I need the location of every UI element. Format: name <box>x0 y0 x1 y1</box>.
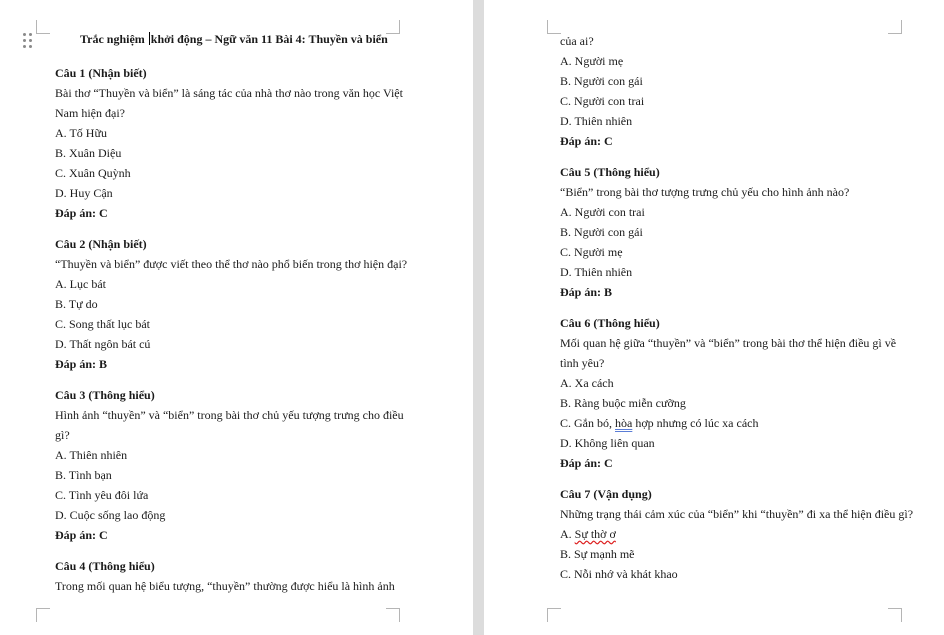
answer: Đáp án: C <box>560 134 613 148</box>
question-text: “Thuyền và biển” được viết theo thể thơ nào phổ biến trong thơ hiện đại? <box>55 257 408 271</box>
question-text: tình yêu? <box>560 356 605 370</box>
margin-corner-bottom-right <box>386 608 400 622</box>
option-c <box>560 413 910 433</box>
answer: Đáp án: B <box>55 357 108 371</box>
option-d: D. Thiên nhiên <box>560 265 633 279</box>
option-a-prefix: A. <box>560 527 575 541</box>
option-c: C. Nỗi nhớ và khát khao <box>560 567 678 581</box>
question-title: Câu 1 (Nhận biết) <box>55 66 147 80</box>
title-text-start: Trắc nghiệm <box>80 32 148 46</box>
option-b: B. Người con gái <box>560 74 643 88</box>
left-page-content <box>55 63 415 596</box>
option-c: C. Xuân Quỳnh <box>55 166 131 180</box>
question-text: Hình ảnh “thuyền” và “biển” trong bài thơ chủ yếu tượng trưng cho điều <box>55 408 404 422</box>
question-text: Mối quan hệ giữa “thuyền” và “biển” trong bài thơ thể hiện điều gì về <box>560 336 897 350</box>
option-a: A. Xa cách <box>560 376 614 390</box>
option-d: D. Thất ngôn bát cú <box>55 337 151 351</box>
option-b: B. Ràng buộc miễn cưỡng <box>560 396 686 410</box>
question-text: gì? <box>55 428 70 442</box>
option-a: A. Tố Hữu <box>55 126 107 140</box>
question-title: Câu 7 (Vận dụng) <box>560 487 652 501</box>
spelling-marked-text[interactable]: Sự thờ ơ <box>574 527 616 541</box>
option-c: C. Người mẹ <box>560 245 623 259</box>
document-title[interactable] <box>80 32 460 47</box>
answer: Đáp án: C <box>560 456 613 470</box>
answer: Đáp án: B <box>560 285 613 299</box>
option-d: D. Thiên nhiên <box>560 114 633 128</box>
margin-corner-top-left <box>36 20 50 34</box>
question-text: của ai? <box>560 34 594 48</box>
answer: Đáp án: C <box>55 206 108 220</box>
question-title: Câu 2 (Nhận biết) <box>55 237 147 251</box>
grammar-marked-word[interactable]: hòa <box>615 416 633 430</box>
title-text-end: khởi động – Ngữ văn 11 Bài 4: Thuyền và biển <box>150 32 388 46</box>
question-text: “Biển” trong bài thơ tượng trưng chủ yếu cho hình ảnh nào? <box>560 185 850 199</box>
question-text: Trong mối quan hệ biểu tượng, “thuyền” thường được hiểu là hình ảnh <box>55 579 395 593</box>
question-text: Bài thơ “Thuyền và biển” là sáng tác của nhà thơ nào trong văn học Việt <box>55 86 403 100</box>
option-b: B. Tình bạn <box>55 468 112 482</box>
text-cursor <box>149 32 150 45</box>
option-a <box>560 524 910 544</box>
option-c: C. Song thất lục bát <box>55 317 150 331</box>
option-c: C. Tình yêu đôi lứa <box>55 488 149 502</box>
question-title: Câu 4 (Thông hiểu) <box>55 559 155 573</box>
option-d: D. Không liên quan <box>560 436 655 450</box>
question-title: Câu 5 (Thông hiểu) <box>560 165 660 179</box>
margin-corner-top-left <box>547 20 561 34</box>
margin-corner-bottom-right <box>888 608 902 622</box>
question-title: Câu 6 (Thông hiểu) <box>560 316 660 330</box>
option-c-text: C. Gắn bó, <box>560 416 615 430</box>
option-b: B. Người con gái <box>560 225 643 239</box>
option-b: B. Sự mạnh mẽ <box>560 547 635 561</box>
margin-corner-bottom-left <box>36 608 50 622</box>
page-gutter <box>473 0 484 635</box>
option-a: A. Người mẹ <box>560 54 624 68</box>
option-a: A. Thiên nhiên <box>55 448 128 462</box>
answer: Đáp án: C <box>55 528 108 542</box>
option-c: C. Người con trai <box>560 94 645 108</box>
option-d: D. Huy Cận <box>55 186 113 200</box>
question-title: Câu 3 (Thông hiểu) <box>55 388 155 402</box>
question-text: Nam hiện đại? <box>55 106 125 120</box>
option-a: A. Lục bát <box>55 277 106 291</box>
option-d: D. Cuộc sống lao động <box>55 508 166 522</box>
right-page-content <box>560 31 914 584</box>
question-text: Những trạng thái cảm xúc của “biển” khi “thuyền” đi xa thể hiện điều gì? <box>560 507 914 521</box>
option-b: B. Tự do <box>55 297 98 311</box>
option-a: A. Người con trai <box>560 205 645 219</box>
option-c-text: hợp nhưng có lúc xa cách <box>632 416 759 430</box>
drag-handle-icon[interactable] <box>23 33 33 49</box>
option-b: B. Xuân Diệu <box>55 146 122 160</box>
margin-corner-bottom-left <box>547 608 561 622</box>
